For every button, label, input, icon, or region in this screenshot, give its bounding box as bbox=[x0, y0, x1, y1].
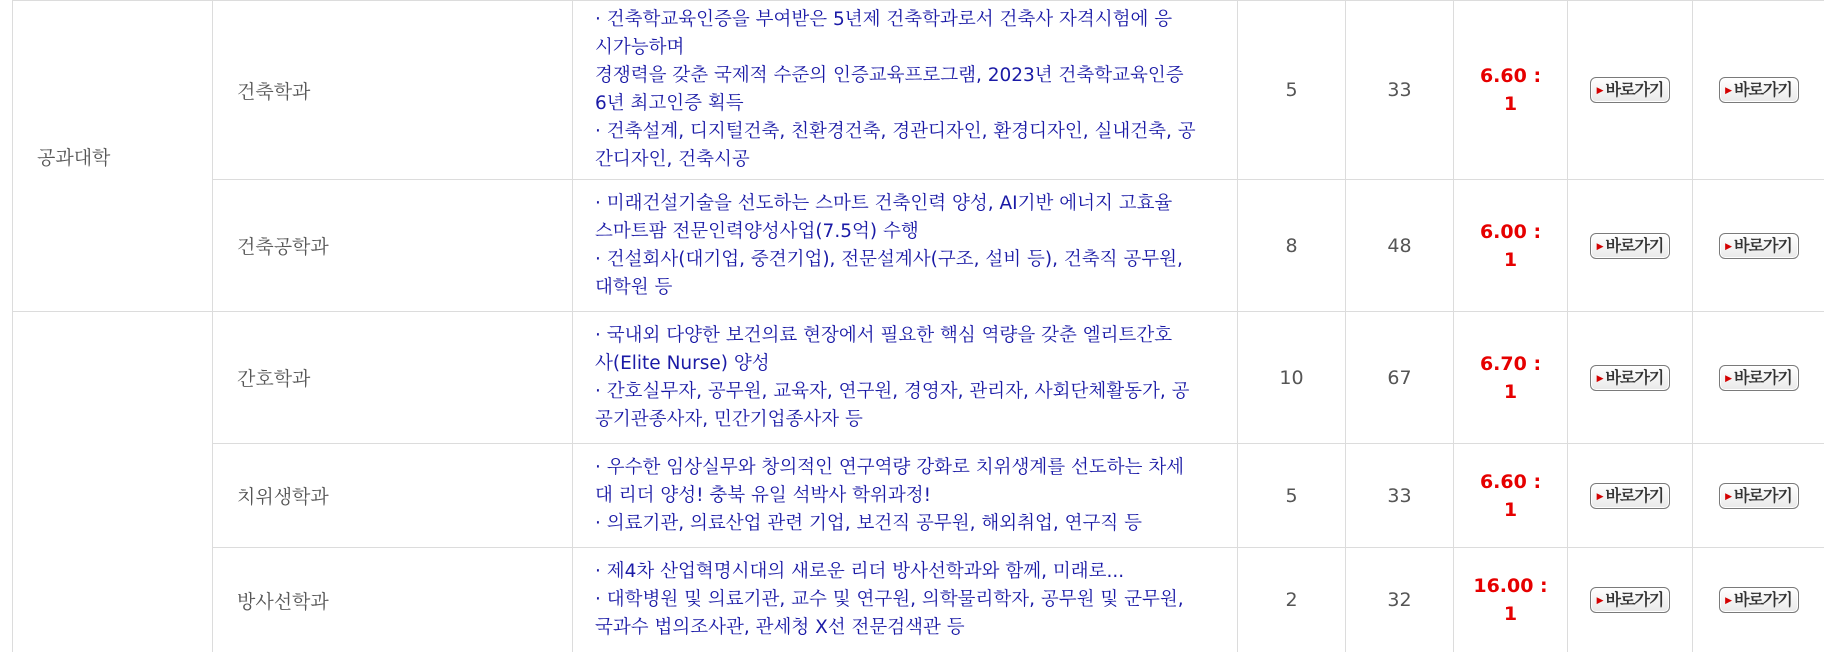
competition-ratio bbox=[1454, 1, 1568, 180]
table-row bbox=[13, 180, 1824, 312]
go-button-label: 바로가기 bbox=[1734, 235, 1792, 255]
go-button[interactable] bbox=[1590, 233, 1670, 259]
department-description bbox=[573, 312, 1238, 444]
ratio-top: 6.60 : bbox=[1479, 470, 1542, 493]
competition-ratio bbox=[1454, 444, 1568, 548]
quota-count: 2 bbox=[1238, 548, 1346, 652]
department-name: 치위생학과 bbox=[213, 444, 573, 548]
department-name: 방사선학과 bbox=[213, 548, 573, 652]
description-line: 6년 최고인증 획득 bbox=[595, 93, 744, 114]
description-line: 대학원 등 bbox=[595, 276, 673, 298]
ratio-bottom: 1 bbox=[1503, 498, 1518, 521]
department-description bbox=[573, 444, 1238, 548]
department-name: 건축공학과 bbox=[213, 180, 573, 312]
go-button[interactable] bbox=[1590, 365, 1670, 391]
applicant-count: 33 bbox=[1346, 444, 1454, 548]
description-line: · 건설회사(대기업, 중견기업), 전문설계사(구조, 설비 등), 건축직 공무원, bbox=[595, 248, 1183, 270]
college-name bbox=[13, 312, 213, 652]
description-line: 시가능하며 bbox=[595, 37, 685, 58]
ratio-bottom: 1 bbox=[1503, 248, 1518, 271]
go-button-label: 바로가기 bbox=[1605, 80, 1664, 99]
department-description bbox=[573, 1, 1238, 180]
description-line: · 대학병원 및 의료기관, 교수 및 연구원, 의학물리학자, 공무원 및 군무원, bbox=[595, 589, 1184, 610]
red-triangle-arrow-icon: ▶ bbox=[1725, 596, 1733, 606]
table-row bbox=[13, 312, 1824, 444]
red-triangle-arrow-icon: ▶ bbox=[1725, 373, 1733, 384]
red-triangle-arrow-icon: ▶ bbox=[1596, 596, 1604, 606]
department-name: 간호학과 bbox=[213, 312, 573, 444]
description-line: 대 리더 양성! 충북 유일 석박사 학위과정! bbox=[595, 484, 932, 506]
button-cell bbox=[1568, 444, 1693, 548]
go-button-label: 바로가기 bbox=[1734, 80, 1792, 99]
applicant-count: 33 bbox=[1346, 1, 1454, 180]
go-button[interactable] bbox=[1719, 77, 1799, 103]
button-cell bbox=[1693, 1, 1824, 180]
ratio-top: 6.00 : bbox=[1479, 220, 1542, 243]
go-button[interactable] bbox=[1590, 587, 1670, 613]
description-line: 사(Elite Nurse) 양성 bbox=[595, 352, 770, 374]
description-line: · 간호실무자, 공무원, 교육자, 연구원, 경영자, 관리자, 사회단체활동가, 공 bbox=[595, 380, 1190, 402]
red-triangle-arrow-icon: ▶ bbox=[1725, 241, 1733, 252]
go-button[interactable] bbox=[1719, 365, 1799, 391]
go-button-label: 바로가기 bbox=[1734, 367, 1792, 387]
description-line: · 국내외 다양한 보건의료 현장에서 필요한 핵심 역량을 갖춘 엘리트간호 bbox=[595, 324, 1173, 346]
competition-ratio bbox=[1454, 180, 1568, 312]
go-button[interactable] bbox=[1590, 77, 1670, 103]
applicant-count: 67 bbox=[1346, 312, 1454, 444]
red-triangle-arrow-icon: ▶ bbox=[1596, 373, 1604, 384]
red-triangle-arrow-icon: ▶ bbox=[1596, 491, 1604, 502]
applicant-count: 48 bbox=[1346, 180, 1454, 312]
button-cell bbox=[1568, 312, 1693, 444]
table-row bbox=[13, 548, 1824, 652]
button-cell bbox=[1693, 444, 1824, 548]
ratio-bottom: 1 bbox=[1503, 93, 1518, 115]
department-name: 건축학과 bbox=[213, 1, 573, 180]
red-triangle-arrow-icon: ▶ bbox=[1725, 86, 1733, 96]
go-button-label: 바로가기 bbox=[1605, 485, 1664, 505]
college-name: 공과대학 bbox=[13, 1, 213, 312]
go-button[interactable] bbox=[1590, 483, 1670, 509]
description-line: 경쟁력을 갖춘 국제적 수준의 인증교육프로그램, 2023년 건축학교육인증 bbox=[595, 65, 1184, 86]
red-triangle-arrow-icon: ▶ bbox=[1596, 86, 1604, 96]
go-button[interactable] bbox=[1719, 233, 1799, 259]
department-description bbox=[573, 548, 1238, 652]
table-row bbox=[13, 444, 1824, 548]
description-line: · 건축설계, 디지털건축, 친환경건축, 경관디자인, 환경디자인, 실내건축, 공 bbox=[595, 121, 1196, 142]
table-row bbox=[13, 1, 1824, 180]
go-button-label: 바로가기 bbox=[1734, 485, 1792, 505]
description-line: · 우수한 임상실무와 창의적인 연구역량 강화로 치위생계를 선도하는 차세 bbox=[595, 456, 1185, 478]
quota-count: 5 bbox=[1238, 444, 1346, 548]
go-button[interactable] bbox=[1719, 587, 1799, 613]
button-cell bbox=[1693, 548, 1824, 652]
applicant-count: 32 bbox=[1346, 548, 1454, 652]
quota-count: 10 bbox=[1238, 312, 1346, 444]
go-button-label: 바로가기 bbox=[1605, 590, 1664, 609]
button-cell bbox=[1693, 312, 1824, 444]
competition-ratio bbox=[1454, 312, 1568, 444]
quota-count: 5 bbox=[1238, 1, 1346, 180]
ratio-top: 6.60 : bbox=[1479, 65, 1542, 87]
ratio-top: 6.70 : bbox=[1479, 352, 1542, 375]
description-line: · 미래건설기술을 선도하는 스마트 건축인력 양성, AI기반 에너지 고효율 bbox=[595, 192, 1173, 214]
go-button[interactable] bbox=[1719, 483, 1799, 509]
description-line: · 제4차 산업혁명시대의 새로운 리더 방사선학과와 함께, 미래로... bbox=[595, 561, 1125, 582]
competition-ratio bbox=[1454, 548, 1568, 652]
description-line: 국과수 법의조사관, 관세청 X선 전문검색관 등 bbox=[595, 617, 965, 638]
go-button-label: 바로가기 bbox=[1605, 235, 1664, 255]
quota-count: 8 bbox=[1238, 180, 1346, 312]
ratio-bottom: 1 bbox=[1503, 603, 1518, 625]
go-button-label: 바로가기 bbox=[1734, 590, 1792, 609]
red-triangle-arrow-icon: ▶ bbox=[1596, 241, 1604, 252]
department-description bbox=[573, 180, 1238, 312]
button-cell bbox=[1693, 180, 1824, 312]
button-cell bbox=[1568, 1, 1693, 180]
ratio-bottom: 1 bbox=[1503, 380, 1518, 403]
description-line: · 의료기관, 의료산업 관련 기업, 보건직 공무원, 해외취업, 연구직 등 bbox=[595, 512, 1142, 534]
button-cell bbox=[1568, 548, 1693, 652]
description-line: 스마트팜 전문인력양성사업(7.5억) 수행 bbox=[595, 220, 919, 242]
description-line: · 건축학교육인증을 부여받은 5년제 건축학과로서 건축사 자격시험에 응 bbox=[595, 9, 1173, 30]
ratio-top: 16.00 : bbox=[1473, 575, 1548, 597]
red-triangle-arrow-icon: ▶ bbox=[1725, 491, 1733, 502]
department-competition-table bbox=[12, 0, 1824, 652]
description-line: 공기관종사자, 민간기업종사자 등 bbox=[595, 408, 863, 430]
description-line: 간디자인, 건축시공 bbox=[595, 149, 750, 170]
go-button-label: 바로가기 bbox=[1605, 367, 1664, 387]
button-cell bbox=[1568, 180, 1693, 312]
